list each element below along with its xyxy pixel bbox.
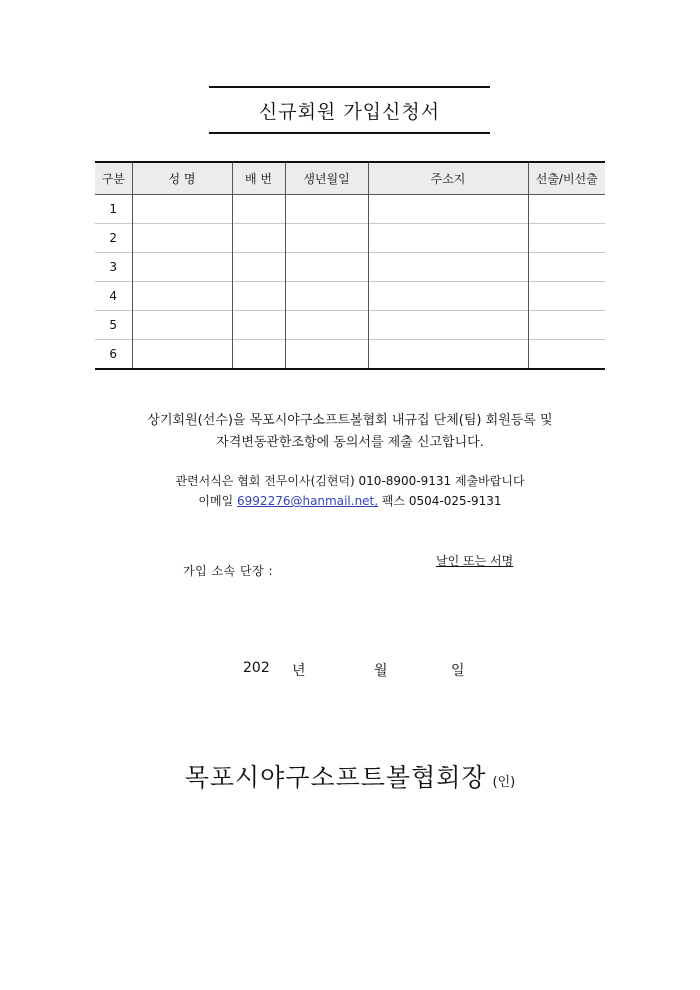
address-cell[interactable] (368, 224, 528, 253)
birthdate-cell[interactable] (285, 253, 368, 282)
address-cell[interactable] (368, 195, 528, 224)
email-label: 이메일 (198, 494, 234, 508)
header-player-type: 선출/비선출 (528, 162, 605, 195)
address-cell[interactable] (368, 282, 528, 311)
table-row (95, 282, 605, 311)
header-birthdate: 생년월일 (285, 162, 368, 195)
association-president: 목포시야구소프트볼협회장 (184, 763, 487, 792)
date-day-unit: 일 (451, 663, 465, 679)
table-row (95, 224, 605, 253)
date-year: 202 (243, 660, 270, 676)
number-cell[interactable] (232, 311, 285, 340)
name-cell[interactable] (132, 195, 232, 224)
fax-text: 팩스 0504-025-9131 (381, 494, 502, 508)
birthdate-cell[interactable] (285, 224, 368, 253)
consent-statement (0, 410, 700, 454)
header-category: 구분 (95, 162, 132, 195)
header-address: 주소지 (368, 162, 528, 195)
birthdate-cell[interactable] (285, 282, 368, 311)
name-cell[interactable] (132, 282, 232, 311)
row-number: 6 (95, 340, 132, 370)
address-cell[interactable] (368, 340, 528, 370)
player-type-cell[interactable] (528, 311, 605, 340)
number-cell[interactable] (232, 340, 285, 370)
header-number: 배 번 (232, 162, 285, 195)
number-cell[interactable] (232, 253, 285, 282)
address-cell[interactable] (368, 311, 528, 340)
team-leader-label: 가입 소속 단장 : (183, 564, 274, 578)
address-cell[interactable] (368, 253, 528, 282)
statement-line-1: 상기회원(선수)을 목포시야구소프트볼협회 내규집 단체(팀) 회원등록 및 (147, 413, 553, 428)
seal-mark: (인) (492, 775, 516, 790)
birthdate-cell[interactable] (285, 195, 368, 224)
member-table (95, 161, 605, 370)
player-type-cell[interactable] (528, 282, 605, 311)
header-name: 성 명 (132, 162, 232, 195)
row-number: 4 (95, 282, 132, 311)
birthdate-cell[interactable] (285, 340, 368, 370)
number-cell[interactable] (232, 195, 285, 224)
date-month-unit: 월 (374, 663, 388, 679)
table-row (95, 340, 605, 370)
name-cell[interactable] (132, 224, 232, 253)
birthdate-cell[interactable] (285, 311, 368, 340)
date-year-unit: 년 (292, 663, 306, 679)
name-cell[interactable] (132, 311, 232, 340)
name-cell[interactable] (132, 340, 232, 370)
email-link[interactable]: 6992276@hanmail.net, (237, 494, 379, 508)
form-title: 신규회원 가입신청서 (258, 100, 441, 123)
table-row (95, 195, 605, 224)
row-number: 2 (95, 224, 132, 253)
contact-line-1: 관련서식은 협회 전무이사(김현덕) 010-8900-9131 제출바랍니다 (175, 474, 525, 488)
contact-line-2 (0, 491, 700, 511)
table-row (95, 253, 605, 282)
player-type-cell[interactable] (528, 224, 605, 253)
table-header-row (95, 162, 605, 195)
number-cell[interactable] (232, 282, 285, 311)
signature-label: 날인 또는 서명 (436, 554, 514, 568)
player-type-cell[interactable] (528, 195, 605, 224)
row-number: 1 (109, 202, 118, 216)
contact-info (0, 471, 700, 511)
name-cell[interactable] (132, 253, 232, 282)
player-type-cell[interactable] (528, 253, 605, 282)
row-number: 3 (95, 253, 132, 282)
form-title-box (209, 86, 490, 134)
player-type-cell[interactable] (528, 340, 605, 370)
statement-line-2: 자격변동관한조항에 동의서를 제출 신고합니다. (216, 435, 484, 450)
table-row (95, 311, 605, 340)
number-cell[interactable] (232, 224, 285, 253)
row-number: 5 (95, 311, 132, 340)
footer-signatory (0, 758, 700, 794)
